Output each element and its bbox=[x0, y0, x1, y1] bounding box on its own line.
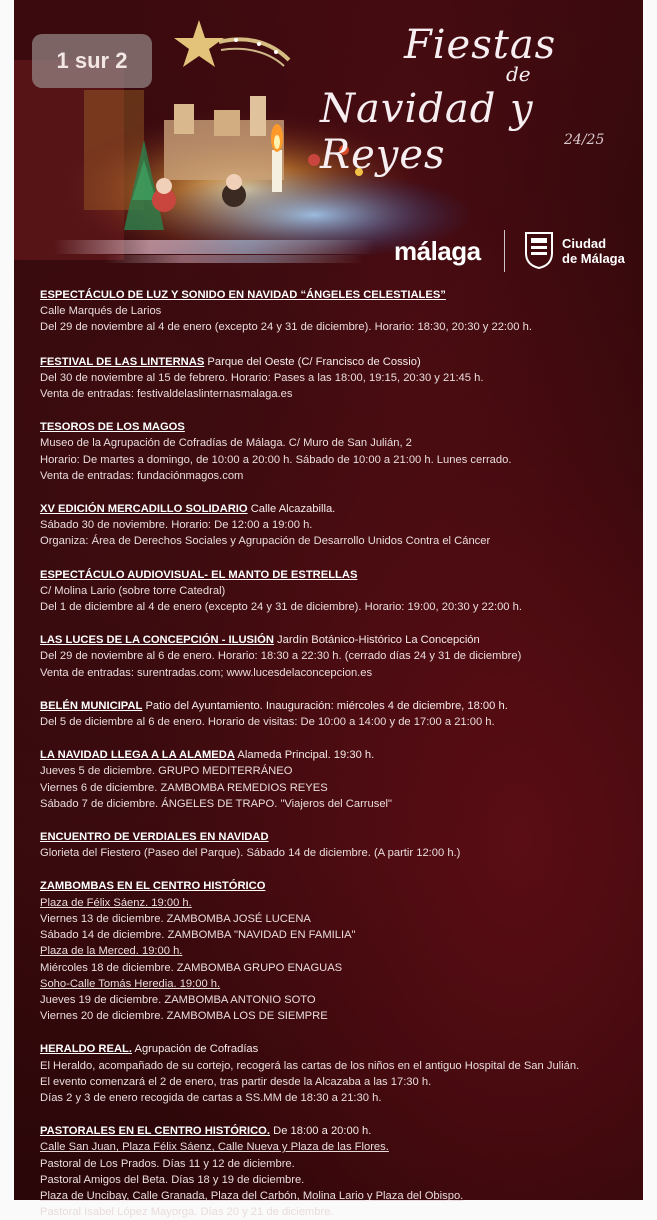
event-detail-line: Miércoles 18 de diciembre. ZAMBOMBA GRUPO ENAGUAS bbox=[40, 961, 343, 974]
event-detail-line: Pastoral de Los Prados. Días 11 y 12 de diciembre. bbox=[40, 1157, 295, 1170]
poster bbox=[14, 0, 643, 1219]
event-heading-detail: Alameda Principal. 19:30 h. bbox=[234, 749, 375, 762]
event-entry bbox=[40, 878, 630, 1024]
event-heading: ESPECTÁCULO AUDIOVISUAL- EL MANTO DE ESTRELLAS bbox=[40, 568, 358, 581]
events-list bbox=[40, 287, 630, 1220]
event-entry bbox=[40, 1123, 630, 1220]
event-detail-line: Pastoral Amigos del Beta. Días 18 y 19 de diciembre. bbox=[40, 1173, 305, 1186]
event-title-line bbox=[40, 354, 630, 370]
event-detail-line: Organiza: Área de Derechos Sociales y Agrupación de Desarrollo Unidos Contra el Cáncer bbox=[40, 535, 491, 548]
event-title-line bbox=[40, 1041, 630, 1057]
event-detail-line: Viernes 6 de diciembre. ZAMBOMBA REMEDIOS REYES bbox=[40, 781, 328, 794]
brand-divider bbox=[504, 230, 505, 272]
event-entry bbox=[40, 632, 630, 681]
event-title-line bbox=[40, 1123, 630, 1139]
title-year: 24/25 bbox=[564, 132, 605, 148]
malaga-brand-logo: málaga bbox=[394, 236, 481, 266]
event-detail-line: Del 29 de noviembre al 4 de enero (excepto 24 y 31 de diciembre). Horario: 18:30, 20:30 y 22:00 h. bbox=[40, 321, 532, 334]
event-entry bbox=[40, 501, 630, 550]
event-detail-line: Del 30 de noviembre al 15 de febrero. Horario: Pases a las 18:00, 19:15, 20:30 y 21:45 h. bbox=[40, 371, 484, 384]
event-detail-line: C/ Molina Lario (sobre torre Catedral) bbox=[40, 584, 226, 597]
city-crest-icon bbox=[524, 229, 554, 269]
event-entry bbox=[40, 567, 630, 616]
event-venue-line: Plaza de la Merced. 19:00 h. bbox=[40, 945, 183, 958]
event-venue-line: Calle San Juan, Plaza Félix Sáenz, Calle Nueva y Plaza de las Flores. bbox=[40, 1141, 389, 1154]
event-heading-detail: Parque del Oeste (C/ Francisco de Cossio) bbox=[204, 355, 421, 368]
event-title-line bbox=[40, 419, 630, 435]
event-detail-line: Del 29 de noviembre al 6 de enero. Horario: 18:30 a 22:30 h. (cerrado días 24 y 31 de diciembre) bbox=[40, 650, 522, 663]
event-venue-line: Soho-Calle Tomás Heredia. 19:00 h. bbox=[40, 977, 221, 990]
event-detail-line: Días 2 y 3 de enero recogida de cartas a SS.MM de 18:30 a 21:30 h. bbox=[40, 1091, 382, 1104]
event-title-line bbox=[40, 878, 630, 894]
event-detail-line: Jueves 5 de diciembre. GRUPO MEDITERRÁNEO bbox=[40, 765, 293, 778]
event-entry bbox=[40, 419, 630, 484]
event-detail-line: Glorieta del Fiestero (Paseo del Parque). Sábado 14 de diciembre. (A partir 12:00 h.) bbox=[40, 847, 461, 860]
event-detail-line: Museo de la Agrupación de Cofradías de Málaga. C/ Muro de San Julián, 2 bbox=[40, 437, 412, 450]
event-heading-detail: Calle Alcazabilla. bbox=[247, 503, 336, 516]
event-heading-detail: Jardín Botánico-Histórico La Concepción bbox=[273, 634, 480, 647]
event-heading: ESPECTÁCULO DE LUZ Y SONIDO EN NAVIDAD “ÁNGELES CELESTIALES” bbox=[40, 289, 446, 301]
event-heading-detail: De 18:00 a 20:00 h. bbox=[270, 1125, 372, 1138]
event-entry bbox=[40, 354, 630, 403]
event-entry bbox=[40, 747, 630, 812]
event-detail-line: Viernes 13 de diciembre. ZAMBOMBA JOSÉ LUCENA bbox=[40, 912, 311, 925]
event-detail-line: Horario: De martes a domingo, de 10:00 a 20:00 h. Sábado de 10:00 a 21:00 h. Lunes cerrado. bbox=[40, 453, 512, 466]
event-venue-line: Plaza de Félix Sáenz. 19:00 h. bbox=[40, 896, 192, 909]
event-heading: FESTIVAL DE LAS LINTERNAS bbox=[40, 355, 205, 368]
event-heading-detail: Patio del Ayuntamiento. Inauguración: miércoles 4 de diciembre, 18:00 h. bbox=[142, 699, 508, 712]
event-detail-line: El evento comenzará el 2 de enero, tras partir desde la Alcazaba a las 17:30 h. bbox=[40, 1075, 432, 1088]
event-detail-line: Venta de entradas: festivaldelaslinternasmalaga.es bbox=[40, 388, 293, 401]
poster-title bbox=[314, 16, 634, 178]
title-de: de bbox=[506, 62, 531, 86]
event-entry bbox=[40, 829, 630, 861]
brand-city-line1: Ciudad bbox=[562, 236, 607, 251]
event-detail-line: Pastoral Isabel López Mayorga. Días 20 y 21 de diciembre. bbox=[40, 1206, 334, 1219]
event-heading: LA NAVIDAD LLEGA A LA ALAMEDA bbox=[40, 749, 235, 762]
event-heading-detail: Agrupación de Cofradías bbox=[132, 1043, 259, 1056]
event-heading: ENCUENTRO DE VERDIALES EN NAVIDAD bbox=[40, 831, 269, 844]
event-heading: PASTORALES EN EL CENTRO HISTÓRICO. bbox=[40, 1125, 270, 1138]
brand-city-line2: de Málaga bbox=[562, 251, 625, 266]
event-entry bbox=[40, 1041, 630, 1106]
event-detail-line: El Heraldo, acompañado de su cortejo, recogerá las cartas de los niños en el antiguo Hospital de San Julián. bbox=[40, 1059, 580, 1072]
event-heading: LAS LUCES DE LA CONCEPCIÓN - ILUSIÓN bbox=[40, 634, 274, 647]
event-venue-line: Plaza de Uncibay, Calle Granada, Plaza del Carbón, Molina Lario y Plaza del Obispo. bbox=[40, 1189, 464, 1202]
event-entry bbox=[40, 287, 630, 336]
event-heading: BELÉN MUNICIPAL bbox=[40, 699, 143, 712]
event-title-line bbox=[40, 632, 630, 648]
title-fiestas: Fiestas bbox=[404, 22, 557, 68]
event-heading: TESOROS DE LOS MAGOS bbox=[40, 421, 185, 434]
event-detail-line: Del 5 de diciembre al 6 de enero. Horario de visitas: De 10:00 a 14:00 y de 17:00 a 21:00 h. bbox=[40, 716, 495, 729]
event-detail-line: Venta de entradas: surentradas.com; www.lucesdelaconcepcion.es bbox=[40, 666, 373, 679]
event-title-line bbox=[40, 567, 630, 583]
event-detail-line: Del 1 de diciembre al 4 de enero (excepto 24 y 31 de diciembre). Horario: 19:00, 20:30 y 22:00 h. bbox=[40, 601, 522, 614]
event-detail-line: Jueves 19 de diciembre. ZAMBOMBA ANTONIO SOTO bbox=[40, 993, 316, 1006]
event-title-line bbox=[40, 698, 630, 714]
title-navidad-reyes: Navidad y Reyes bbox=[320, 86, 534, 178]
event-heading: ZAMBOMBAS EN EL CENTRO HISTÓRICO bbox=[40, 880, 266, 893]
event-title-line bbox=[40, 287, 630, 303]
event-title-line bbox=[40, 501, 630, 517]
event-detail-line: Sábado 7 de diciembre. ÁNGELES DE TRAPO. "Viajeros del Carrusel" bbox=[40, 797, 393, 810]
event-title-line bbox=[40, 747, 630, 763]
event-heading: HERALDO REAL. bbox=[40, 1043, 132, 1056]
page-indicator-badge: 1 sur 2 bbox=[32, 34, 152, 88]
ciudad-de-malaga-logo bbox=[562, 236, 625, 266]
event-detail-line: Sábado 14 de diciembre. ZAMBOMBA "NAVIDAD EN FAMILIA" bbox=[40, 929, 356, 942]
event-detail-line: Viernes 20 de diciembre. ZAMBOMBA LOS DE SIEMPRE bbox=[40, 1010, 328, 1023]
event-entry bbox=[40, 698, 630, 730]
event-detail-line: Sábado 30 de noviembre. Horario: De 12:00 a 19:00 h. bbox=[40, 519, 313, 532]
event-title-line bbox=[40, 829, 630, 845]
event-detail-line: Venta de entradas: fundaciónmagos.com bbox=[40, 469, 244, 482]
event-detail-line: Calle Marqués de Larios bbox=[40, 305, 162, 318]
event-heading: XV EDICIÓN MERCADILLO SOLIDARIO bbox=[40, 503, 248, 516]
